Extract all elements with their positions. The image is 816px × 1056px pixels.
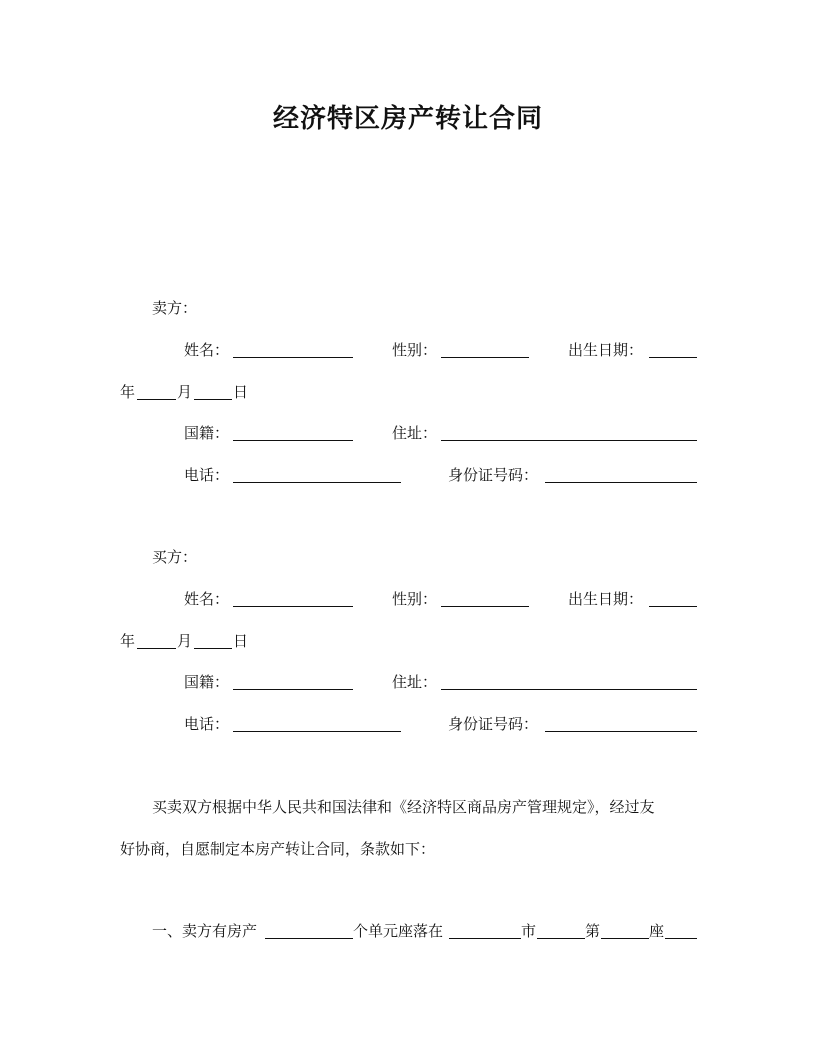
clause-1-building-text: 座 [649,922,665,940]
buyer-id-blank[interactable] [545,731,697,732]
seller-gender-label: 性别： [392,341,438,359]
clause-1-city-text: 市 [521,922,537,940]
seller-id-label: 身份证号码： [448,466,539,484]
buyer-birth-blank[interactable] [649,606,697,607]
seller-nationality-blank[interactable] [233,440,353,441]
buyer-name-label: 姓名： [184,590,230,608]
clause-1-prefix: 一、卖方有房产 [152,922,258,940]
buyer-phone-blank[interactable] [233,731,401,732]
clause-1-building-blank[interactable] [665,938,697,939]
seller-month-label: 月 [177,383,193,401]
seller-nationality-label: 国籍： [184,424,230,442]
clause-1-unit-text: 个单元座落在 [353,922,444,940]
seller-address-label: 住址： [392,424,438,442]
buyer-address-label: 住址： [392,673,438,691]
buyer-name-blank[interactable] [233,606,353,607]
buyer-nationality-label: 国籍： [184,673,230,691]
seller-year-blank[interactable] [137,399,176,400]
seller-birth-label: 出生日期： [568,341,644,359]
buyer-gender-label: 性别： [392,590,438,608]
clause-1-city-blank[interactable] [537,938,585,939]
buyer-address-blank[interactable] [441,689,697,690]
buyer-nationality-blank[interactable] [233,689,353,690]
buyer-birth-label: 出生日期： [568,590,644,608]
seller-name-blank[interactable] [233,357,353,358]
buyer-id-label: 身份证号码： [448,715,539,733]
preamble-line-1: 买卖双方根据中华人民共和国法律和《经济特区商品房产管理规定》，经过友 [152,798,655,816]
buyer-month-blank[interactable] [194,648,232,649]
buyer-phone-label: 电话： [184,715,230,733]
buyer-heading: 买方： [152,548,198,566]
clause-1-property-blank[interactable] [265,938,353,939]
seller-day-label: 日 [233,383,249,401]
seller-birth-blank[interactable] [649,357,697,358]
document-title: 经济特区房产转让合同 [272,104,543,134]
clause-1-number-blank[interactable] [601,938,649,939]
clause-1-no-text: 第 [585,922,601,940]
seller-phone-label: 电话： [184,466,230,484]
seller-name-label: 姓名： [184,341,230,359]
seller-id-blank[interactable] [545,482,697,483]
clause-1-location-blank[interactable] [449,938,521,939]
preamble-line-2: 好协商，自愿制定本房产转让合同，条款如下： [120,840,436,858]
seller-gender-blank[interactable] [441,357,529,358]
seller-phone-blank[interactable] [233,482,401,483]
seller-heading: 卖方： [152,299,198,317]
buyer-month-label: 月 [177,632,193,650]
buyer-gender-blank[interactable] [441,606,529,607]
seller-year-label: 年 [120,383,136,401]
seller-month-blank[interactable] [194,399,232,400]
buyer-year-blank[interactable] [137,648,176,649]
buyer-day-label: 日 [233,632,249,650]
seller-address-blank[interactable] [441,440,697,441]
buyer-year-label: 年 [120,632,136,650]
